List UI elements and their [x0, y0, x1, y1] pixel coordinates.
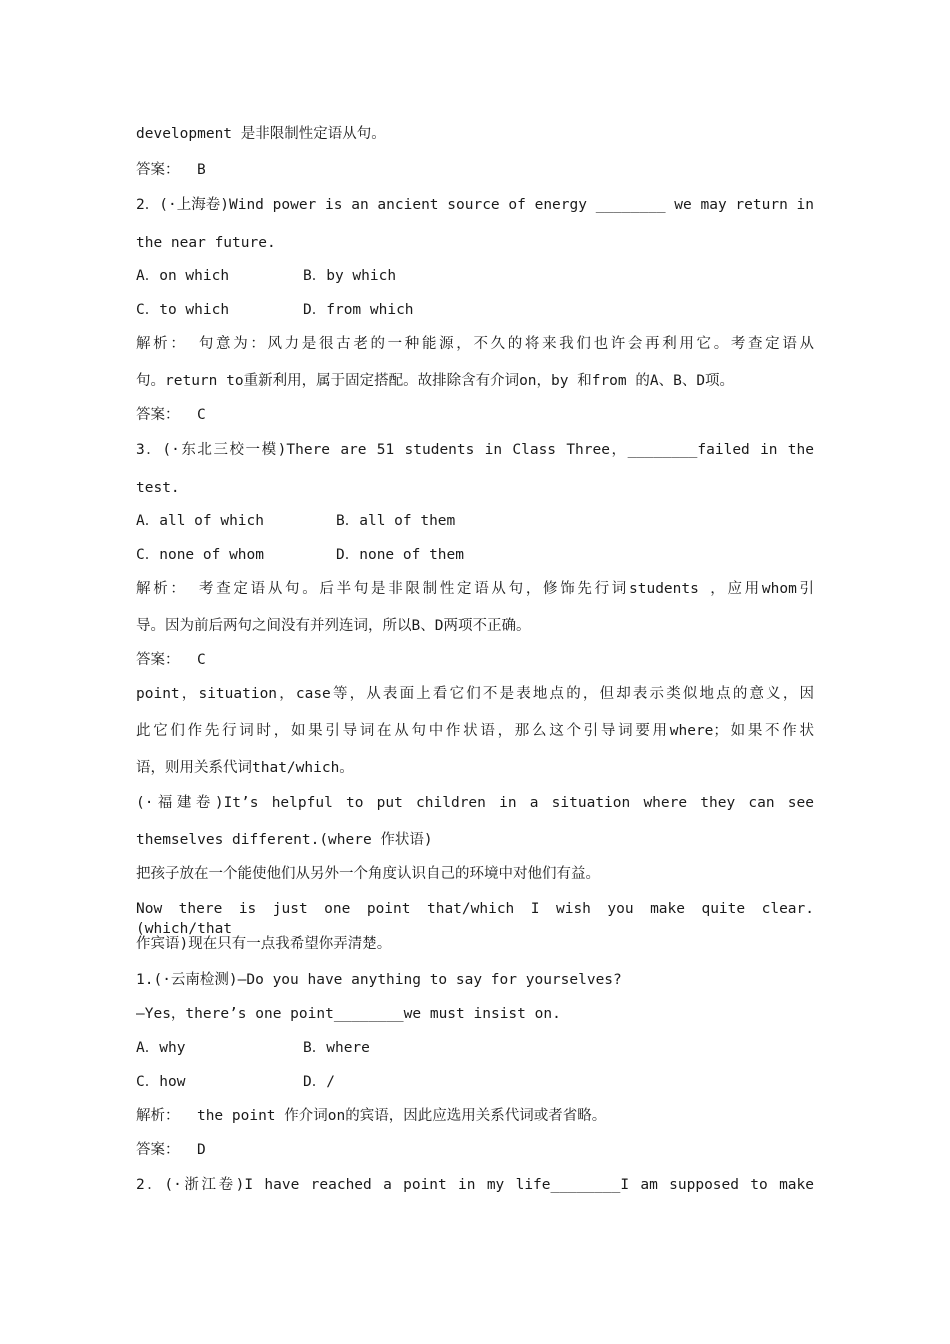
- option-a: A．why: [136, 1040, 186, 1056]
- option-c: C．none of whom: [136, 547, 264, 563]
- answer-line: 答案： D: [136, 1142, 206, 1158]
- explanation-line: 解析： 句意为：风力是很古老的一种能源，不久的将来我们也许会再利用它。考查定语从: [136, 336, 814, 352]
- option-c: C．how: [136, 1074, 186, 1090]
- explanation-line: 解析： the point 作介词on的宾语，因此应选用关系代词或者省略。: [136, 1108, 607, 1124]
- text-line: 语，则用关系代词that/which。: [136, 760, 354, 776]
- example-line: themselves different.(where 作状语): [136, 832, 433, 848]
- options-row: [136, 266, 396, 286]
- explanation-line: 解析： 考查定语从句。后半句是非限制性定语从句，修饰先行词students ，应用whom引: [136, 581, 814, 597]
- options-row: [136, 300, 414, 320]
- options-row: [136, 545, 464, 565]
- options-row: [136, 1038, 370, 1058]
- option-d: D．from which: [303, 302, 414, 318]
- text-line: 此它们作先行词时，如果引导词在从句中作状语，那么这个引导词要用where；如果不作状: [136, 723, 814, 739]
- option-a: A．on which: [136, 268, 230, 284]
- answer-line: 答案： C: [136, 407, 206, 423]
- question-line: —Yes，there’s one point________we must insist on.: [136, 1006, 561, 1022]
- answer-line: 答案： B: [136, 162, 206, 178]
- question-line: 3．(·东北三校一模)There are 51 students in Class Three，________failed in the: [136, 442, 814, 458]
- text-line: point，situation，case等，从表面上看它们不是表地点的，但却表示类似地点的意义，因: [136, 686, 814, 702]
- option-c: C．to which: [136, 302, 230, 318]
- explanation-line: 句。return to重新利用，属于固定搭配。故排除含有介词on，by 和from 的A、B、D项。: [136, 373, 735, 389]
- translation-line: 把孩子放在一个能使他们从另外一个角度认识自己的环境中对他们有益。: [136, 866, 600, 882]
- question-line: 2．(·浙江卷)I have reached a point in my life________I am supposed to make: [136, 1177, 814, 1193]
- option-b: B．all of them: [336, 513, 456, 529]
- option-d: D．/: [303, 1074, 335, 1090]
- question-line: 2．(·上海卷)Wind power is an ancient source of energy ________ we may return in: [136, 197, 814, 213]
- question-line: 1.(·云南检测)—Do you have anything to say for yourselves?: [136, 972, 622, 988]
- options-row: [136, 1072, 335, 1092]
- option-b: B．where: [303, 1040, 370, 1056]
- answer-line: 答案： C: [136, 652, 206, 668]
- option-b: B．by which: [303, 268, 397, 284]
- question-line: the near future.: [136, 235, 276, 251]
- example-line: (·福建卷)It’s helpful to put children in a situation where they can see: [136, 795, 814, 811]
- option-d: D．none of them: [336, 547, 464, 563]
- option-a: A．all of which: [136, 513, 264, 529]
- explanation-line: 导。因为前后两句之间没有并列连词，所以B、D两项不正确。: [136, 618, 531, 634]
- text-line: development 是非限制性定语从句。: [136, 126, 386, 142]
- translation-line: 作宾语)现在只有一点我希望你弄清楚。: [136, 936, 392, 952]
- example-line: Now there is just one point that/which I wish you make quite clear.(which/that: [136, 901, 814, 937]
- question-line: test.: [136, 480, 180, 496]
- options-row: [136, 511, 455, 531]
